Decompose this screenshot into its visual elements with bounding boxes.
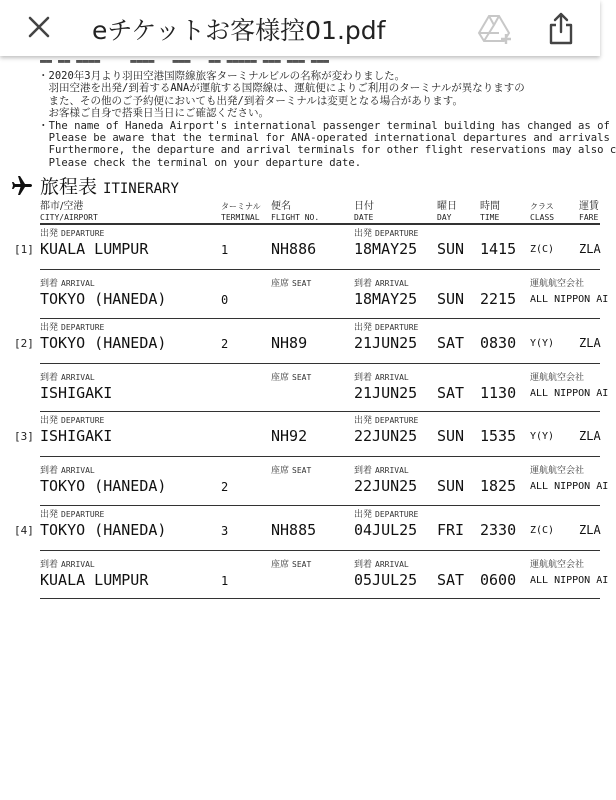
- arrival-label-en: ARRIVAL: [61, 466, 95, 475]
- departure-label: [354, 507, 418, 520]
- column-header-time-en: TIME: [480, 213, 500, 222]
- column-header-class-en: CLASS: [530, 213, 555, 222]
- seat-label-en: SEAT: [292, 279, 312, 288]
- arrival-label-en: ARRIVAL: [375, 466, 409, 475]
- seat-label-ja: 座席: [271, 466, 290, 476]
- fare-basis: ZLA: [579, 335, 601, 350]
- departure-label: [40, 507, 104, 520]
- flight-number: NH886: [271, 240, 317, 258]
- column-header-fare: [579, 201, 599, 223]
- arrival-label: [40, 276, 95, 289]
- arrival-label-ja: 到着: [40, 466, 59, 476]
- flight-number: NH885: [271, 520, 317, 539]
- booking-class: Y(Y): [530, 337, 555, 349]
- operating-carrier-label: [530, 276, 584, 289]
- segment-index: [3]: [14, 430, 34, 443]
- column-header-city: [40, 201, 98, 223]
- booking-class: Z(C): [530, 244, 555, 255]
- departure-label-ja: 出発: [40, 229, 59, 239]
- departure-label: [354, 413, 418, 426]
- segment-index: [2]: [14, 336, 34, 350]
- departure-terminal: 3: [221, 523, 229, 538]
- departure-label: [40, 320, 104, 333]
- flight-number: NH92: [271, 427, 308, 445]
- arrival-label-ja: 到着: [40, 279, 59, 289]
- departure-date: 22JUN25: [354, 427, 418, 445]
- departure-label-en: DEPARTURE: [61, 229, 105, 238]
- departure-label: [354, 320, 418, 333]
- notice-line: Furthermore, the departure and arrival terminals for other flight reservations may also c: [38, 144, 616, 157]
- arrival-day: SAT: [437, 383, 465, 402]
- notice-line: ・The name of Haneda Airport's international passenger terminal building has changed as of: [38, 119, 610, 132]
- column-header-flight: [271, 201, 319, 223]
- departure-date: 21JUN25: [354, 333, 418, 352]
- seat-label: [271, 370, 311, 383]
- departure-label-en: DEPARTURE: [61, 509, 105, 519]
- departure-day: SUN: [437, 240, 465, 258]
- pdf-viewer-toolbar: [0, 0, 600, 56]
- share-icon[interactable]: [546, 10, 576, 46]
- row-divider: [40, 318, 600, 319]
- departure-label-ja: 出発: [40, 416, 59, 426]
- arrival-label-ja: 到着: [354, 279, 373, 289]
- departure-label-ja: 出発: [40, 322, 59, 333]
- arrival-label: [354, 557, 409, 570]
- arrival-terminal: 0: [221, 293, 229, 307]
- column-header-fare-en: FARE: [579, 213, 599, 222]
- booking-class: Z(C): [530, 524, 555, 536]
- arrival-label-en: ARRIVAL: [61, 279, 95, 288]
- close-icon[interactable]: [24, 12, 54, 42]
- arrival-label: [40, 557, 95, 570]
- seat-label: [271, 276, 311, 289]
- departure-time: 2330: [480, 520, 517, 539]
- add-to-drive-icon[interactable]: [478, 12, 514, 46]
- column-header-city-ja: 都市/空港: [40, 201, 84, 212]
- departure-terminal: 1: [221, 243, 229, 257]
- departure-time: 1415: [480, 240, 517, 258]
- departure-terminal: 2: [221, 336, 229, 351]
- arrival-label-ja: 到着: [354, 466, 373, 476]
- arrival-label-en: ARRIVAL: [61, 372, 95, 382]
- notice-line: Please check the terminal on your departure date.: [38, 156, 362, 169]
- segment-index: [4]: [14, 523, 34, 537]
- arrival-label: [354, 370, 409, 383]
- departure-label-en: DEPARTURE: [375, 229, 419, 238]
- seat-label-en: SEAT: [292, 372, 312, 382]
- arrival-label: [354, 463, 409, 476]
- column-header-date-en: DATE: [354, 213, 374, 222]
- arrival-city: TOKYO (HANEDA): [40, 290, 167, 308]
- arrival-date: 21JUN25: [354, 383, 418, 402]
- seat-label: [271, 463, 311, 476]
- arrival-time: 1825: [480, 477, 517, 495]
- column-header-flight-ja: 便名: [271, 201, 291, 212]
- arrival-date: 05JUL25: [354, 570, 418, 589]
- row-divider: [40, 505, 600, 506]
- column-header-day-en: DAY: [437, 213, 452, 222]
- arrival-label-ja: 到着: [354, 559, 373, 570]
- arrival-day: SUN: [437, 290, 465, 308]
- column-header-date: [354, 201, 374, 223]
- table-header-rule: [40, 223, 600, 225]
- departure-city: ISHIGAKI: [40, 427, 113, 445]
- column-header-class: [530, 201, 554, 223]
- operating-carrier-label-ja: 運航航空会社: [530, 466, 585, 476]
- column-header-day: [437, 201, 457, 223]
- seat-label-ja: 座席: [271, 372, 290, 383]
- arrival-day: SUN: [437, 477, 465, 495]
- column-header-terminal-en: TERMINAL: [221, 213, 260, 222]
- fare-basis: ZLA: [579, 522, 601, 537]
- itinerary-title: [40, 172, 179, 199]
- terminal-notice: [38, 70, 616, 169]
- arrival-terminal: 2: [221, 480, 229, 494]
- arrival-time: 2215: [480, 290, 517, 308]
- column-header-time: [480, 201, 500, 223]
- notice-line: ・2020年3月より羽田空港国際線旅客ターミナルビルの名称が変わりました。: [38, 70, 406, 82]
- arrival-day: SAT: [437, 570, 465, 589]
- arrival-terminal: 1: [221, 573, 229, 588]
- operating-carrier-label-ja: 運航航空会社: [530, 372, 585, 383]
- notice-line: また、その他のご予約便においても出発/到着ターミナルは変更となる場合があります。: [38, 94, 463, 107]
- operating-carrier-label-ja: 運航航空会社: [530, 559, 585, 570]
- arrival-time: 0600: [480, 570, 517, 589]
- column-header-flight-en: FLIGHT NO.: [271, 213, 320, 222]
- departure-label: [40, 226, 104, 239]
- row-divider: [40, 550, 600, 551]
- departure-label-ja: 出発: [354, 229, 373, 239]
- arrival-date: 22JUN25: [354, 477, 418, 495]
- departure-date: 18MAY25: [354, 240, 418, 258]
- row-divider: [40, 456, 600, 457]
- itinerary-title-ja: 旅程表: [40, 176, 98, 198]
- segment-index: [1]: [14, 243, 34, 256]
- arrival-city: TOKYO (HANEDA): [40, 477, 167, 495]
- document-title: eチケットお客様控01.pdf: [92, 16, 386, 45]
- operating-carrier: ALL NIPPON AI: [530, 574, 609, 586]
- column-header-city-en: CITY/AIRPORT: [40, 213, 98, 222]
- column-header-fare-ja: 運賃: [579, 201, 599, 212]
- departure-label-en: DEPARTURE: [61, 322, 105, 332]
- arrival-label-ja: 到着: [40, 559, 59, 570]
- cutoff-text-line: ▬▬ ▬▬ ▬▬▬▬ ▬▬▬▬ ▬▬▬ ▬▬ ▬▬▬▬▬ ▬▬▬ ▬▬▬ ▬▬▬: [40, 56, 329, 67]
- fare-basis: ZLA: [579, 242, 601, 256]
- arrival-time: 1130: [480, 383, 517, 402]
- departure-city: TOKYO (HANEDA): [40, 333, 167, 352]
- departure-city: TOKYO (HANEDA): [40, 520, 167, 539]
- arrival-label: [40, 370, 95, 383]
- arrival-label-en: ARRIVAL: [375, 372, 409, 382]
- departure-day: SAT: [437, 333, 465, 352]
- departure-time: 1535: [480, 427, 517, 445]
- itinerary-title-en: ITINERARY: [103, 181, 179, 197]
- arrival-label-en: ARRIVAL: [61, 559, 95, 569]
- operating-carrier-label: [530, 370, 584, 383]
- arrival-label: [354, 276, 409, 289]
- arrival-label-ja: 到着: [40, 372, 59, 383]
- seat-label-en: SEAT: [292, 466, 312, 475]
- row-divider: [40, 598, 600, 599]
- column-header-day-ja: 曜日: [437, 201, 457, 212]
- departure-date: 04JUL25: [354, 520, 418, 539]
- departure-city: KUALA LUMPUR: [40, 240, 149, 258]
- arrival-city: KUALA LUMPUR: [40, 570, 149, 589]
- departure-label: [354, 226, 418, 239]
- departure-day: FRI: [437, 520, 465, 539]
- notice-line: お客様ご自身で搭乗日当日にご確認ください。: [38, 107, 269, 120]
- arrival-label-ja: 到着: [354, 372, 373, 383]
- arrival-date: 18MAY25: [354, 290, 418, 308]
- departure-label-ja: 出発: [354, 509, 373, 520]
- operating-carrier-label: [530, 463, 584, 476]
- departure-label-en: DEPARTURE: [375, 416, 419, 425]
- column-header-class-ja: クラス: [530, 202, 554, 211]
- column-header-time-ja: 時間: [480, 201, 500, 212]
- seat-label-en: SEAT: [292, 559, 312, 569]
- booking-class: Y(Y): [530, 431, 555, 442]
- seat-label-ja: 座席: [271, 559, 290, 570]
- operating-carrier: ALL NIPPON AI: [530, 481, 609, 492]
- arrival-city: ISHIGAKI: [40, 383, 113, 402]
- arrival-label-en: ARRIVAL: [375, 279, 409, 288]
- column-header-terminal-ja: ターミナル: [221, 202, 261, 211]
- row-divider: [40, 269, 600, 270]
- operating-carrier-label-ja: 運航航空会社: [530, 279, 585, 289]
- departure-label-ja: 出発: [40, 509, 59, 520]
- seat-label-ja: 座席: [271, 279, 290, 289]
- departure-label: [40, 413, 104, 426]
- flight-number: NH89: [271, 333, 308, 352]
- operating-carrier: ALL NIPPON AI: [530, 387, 609, 399]
- arrival-label: [40, 463, 95, 476]
- departure-label-en: DEPARTURE: [61, 416, 105, 425]
- airplane-icon: [10, 174, 34, 198]
- operating-carrier-label: [530, 557, 584, 570]
- row-divider: [40, 363, 600, 364]
- column-header-date-ja: 日付: [354, 201, 374, 212]
- row-divider: [40, 411, 600, 412]
- departure-label-en: DEPARTURE: [375, 509, 419, 519]
- operating-carrier: ALL NIPPON AI: [530, 294, 609, 305]
- notice-line: 羽田空港を出発/到着するANAが運航する国際線は、運航便によりご利用のターミナルが異なりますの: [38, 82, 525, 95]
- arrival-label-en: ARRIVAL: [375, 559, 409, 569]
- departure-label-ja: 出発: [354, 322, 373, 333]
- departure-label-ja: 出発: [354, 416, 373, 426]
- column-header-terminal: [221, 201, 261, 223]
- departure-day: SUN: [437, 427, 465, 445]
- departure-time: 0830: [480, 333, 517, 352]
- seat-label: [271, 557, 311, 570]
- notice-line: Please be aware that the terminal for ANA-operated international departures and arrivals: [38, 131, 610, 144]
- pdf-page: [0, 56, 616, 800]
- fare-basis: ZLA: [579, 429, 601, 443]
- departure-label-en: DEPARTURE: [375, 322, 419, 332]
